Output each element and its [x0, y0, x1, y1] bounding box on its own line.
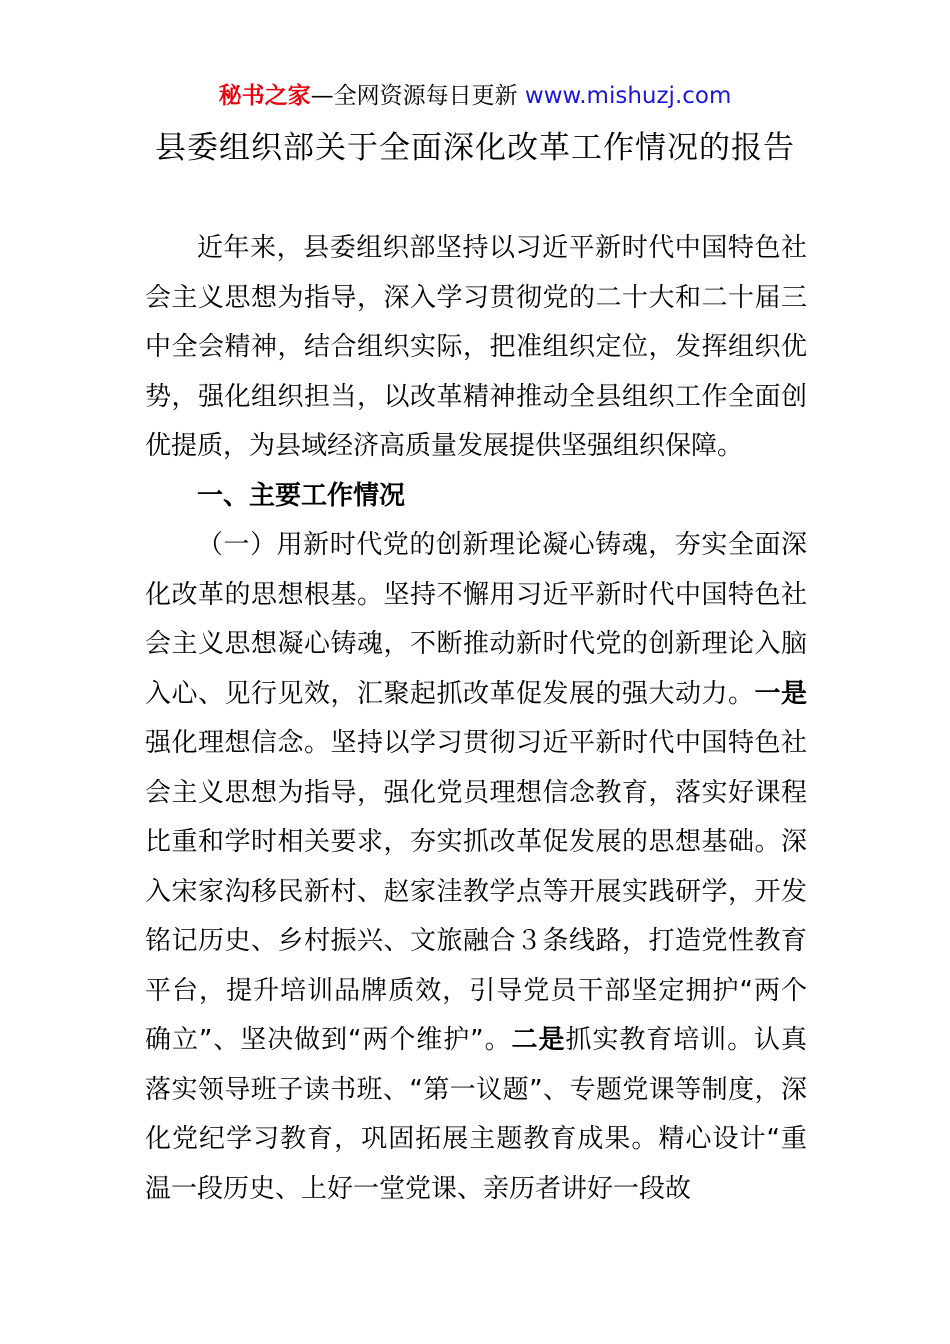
- page-header: [0, 80, 950, 112]
- document-title: 县委组织部关于全面深化改革工作情况的报告: [155, 130, 795, 166]
- subsection-bold-marker-1: 一是: [754, 678, 807, 709]
- subsection-bold-marker-2: 二是: [511, 1025, 566, 1055]
- subsection-text-part3: 抓实教育培训。认真落实领导班子读书班、“第一议题”、专题党课等制度，深化党纪学习教育，巩固拓展主题教育成果。精心设计“重温一段历史、上好一堂党课、亲历者讲好一段故: [145, 1025, 807, 1204]
- header-site-link[interactable]: www.mishuzj.com: [517, 83, 732, 109]
- intro-paragraph: 近年来，县委组织部坚持以习近平新时代中国特色社会主义思想为指导，深入学习贯彻党的二十大和二十届三中全会精神，结合组织实际，把准组织定位，发挥组织优势，强化组织担当，以改革精神推动全县组织工作全面创优提质，为县域经济高质量发展提供坚强组织保障。: [145, 233, 807, 461]
- section-heading: 一、主要工作情况: [197, 480, 406, 511]
- subsection-text-part2: 强化理想信念。坚持以学习贯彻习近平新时代中国特色社会主义思想为指导，强化党员理想信念教育，落实好课程比重和学时相关要求，夯实抓改革促发展的思想基础。深入宋家沟移民新村、赵家洼教学点等开展实践研学，开发铭记历史、乡村振兴、文旅融合３条线路，打造党性教育平台，提升培训品牌质效，引导党员干部坚定拥护“两个确立”、坚决做到“两个维护”。: [145, 728, 807, 1055]
- subsection-paragraph: [145, 521, 807, 1214]
- header-tagline: —全网资源每日更新: [310, 83, 518, 109]
- header-brand: 秘书之家: [218, 83, 311, 109]
- document-body: [145, 224, 807, 1214]
- subsection-text-part1: （一）用新时代党的创新理论凝心铸魂，夯实全面深化改革的思想根基。坚持不懈用习近平新时代中国特色社会主义思想凝心铸魂，不断推动新时代党的创新理论入脑入心、见行见效，汇聚起抓改革促发展的强大动力。: [145, 530, 807, 709]
